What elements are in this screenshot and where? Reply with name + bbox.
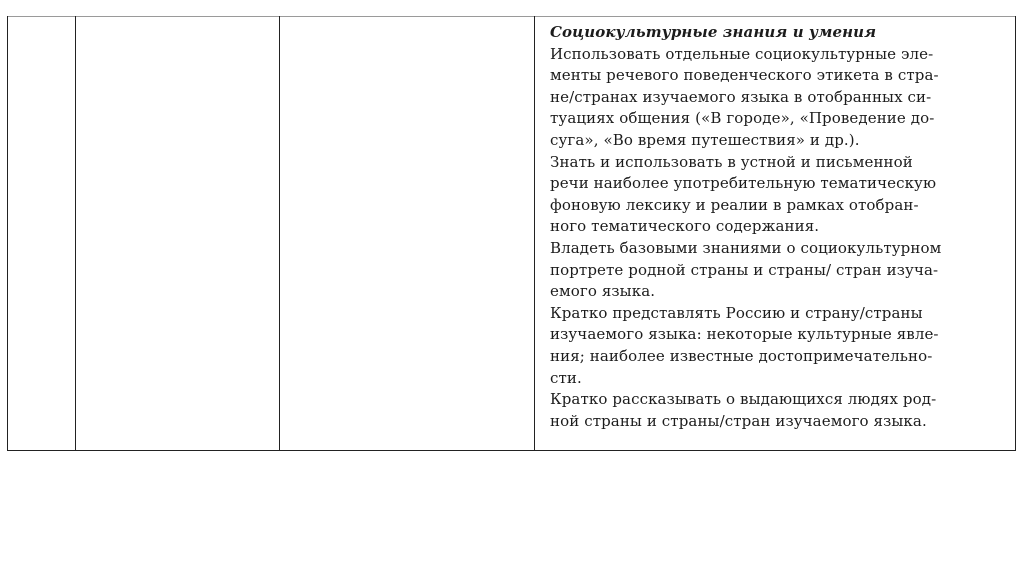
curriculum-table: [7, 16, 1016, 451]
cell-line: ния; наиболее известные достопримечательно-: [550, 346, 933, 365]
cell-line: речи наиболее употребительную тематическую: [550, 174, 937, 193]
cell-line: не/странах изучаемого языка в отобранных си-: [550, 87, 932, 106]
cell-line: менты речевого поведенческого этикета в стра-: [550, 66, 939, 85]
cell-line: изучаемого языка: некоторые культурные явле-: [550, 325, 939, 344]
cell-line: фоновую лексику и реалии в рамках отобран-: [550, 195, 919, 214]
cell-line: суга», «Во время путешествия» и др.).: [550, 130, 860, 149]
cell-line: Кратко представлять Россию и страну/страны: [550, 303, 923, 322]
cell-line: ной страны и страны/стран изучаемого языка.: [550, 411, 927, 430]
cell-line: Использовать отдельные социокультурные эле-: [550, 44, 934, 63]
cell-line: Владеть базовыми знаниями о социокультурном: [550, 238, 942, 257]
cell-line: Знать и использовать в устной и письменной: [550, 152, 913, 171]
cell-line: ного тематического содержания.: [550, 217, 820, 236]
sociocultural-cell: [550, 22, 1005, 432]
cell-line: емого языка.: [550, 282, 656, 301]
cell-line: Кратко рассказывать о выдающихся людях род-: [550, 390, 937, 409]
cell-line: портрете родной страны и страны/ стран изуча-: [550, 260, 939, 279]
column-divider-3: [534, 16, 535, 450]
cell-line: туациях общения («В городе», «Проведение до-: [550, 109, 935, 128]
cell-heading: Социокультурные знания и умения: [550, 23, 877, 41]
column-divider-2: [279, 16, 280, 450]
column-divider-1: [75, 16, 76, 450]
cell-line: сти.: [550, 368, 582, 387]
